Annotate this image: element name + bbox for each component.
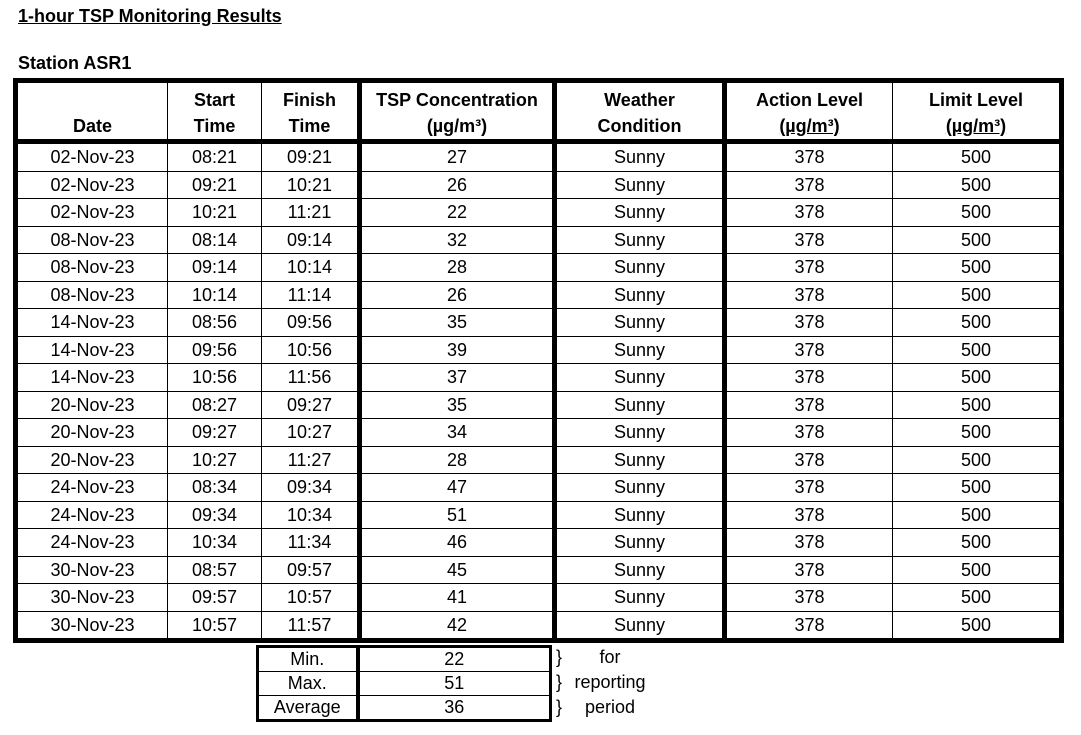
action-level-cell: 378 [725,419,893,447]
tsp-cell: 45 [360,556,555,584]
date-cell: 24-Nov-23 [16,529,168,557]
header-date: Date [16,81,168,142]
limit-level-cell: 500 [893,254,1062,282]
limit-level-cell: 500 [893,556,1062,584]
finish-time-cell: 11:56 [262,364,360,392]
summary-value: 51 [358,672,551,696]
finish-time-cell: 09:27 [262,391,360,419]
header-finish-time: Finish Time [262,81,360,142]
start-time-cell: 09:14 [168,254,262,282]
table-row [16,446,1062,474]
weather-cell: Sunny [555,199,725,227]
limit-level-cell: 500 [893,501,1062,529]
start-time-cell: 08:14 [168,226,262,254]
tsp-cell: 47 [360,474,555,502]
tsp-cell: 26 [360,281,555,309]
limit-level-cell: 500 [893,474,1062,502]
weather-cell: Sunny [555,474,725,502]
tsp-cell: 37 [360,364,555,392]
finish-time-cell: 11:57 [262,611,360,641]
header-start-time: Start Time [168,81,262,142]
action-level-cell: 378 [725,226,893,254]
start-time-cell: 10:27 [168,446,262,474]
limit-level-cell: 500 [893,529,1062,557]
action-level-cell: 378 [725,254,893,282]
summary-label: Min. [258,647,358,672]
tsp-cell: 51 [360,501,555,529]
date-cell: 02-Nov-23 [16,142,168,172]
tsp-cell: 35 [360,391,555,419]
action-level-cell: 378 [725,584,893,612]
summary-note-line [556,695,650,720]
header-weather-condition: Weather Condition [555,81,725,142]
tsp-cell: 26 [360,171,555,199]
tsp-cell: 42 [360,611,555,641]
finish-time-cell: 09:21 [262,142,360,172]
weather-cell: Sunny [555,446,725,474]
weather-cell: Sunny [555,142,725,172]
date-cell: 20-Nov-23 [16,446,168,474]
table-row [16,336,1062,364]
table-row [16,419,1062,447]
finish-time-cell: 10:34 [262,501,360,529]
limit-level-cell: 500 [893,199,1062,227]
action-level-cell: 378 [725,611,893,641]
start-time-cell: 10:56 [168,364,262,392]
finish-time-cell: 10:27 [262,419,360,447]
weather-cell: Sunny [555,529,725,557]
header-tsp-concentration: TSP Concentration (µg/m³) [360,81,555,142]
tsp-cell: 39 [360,336,555,364]
table-row [16,584,1062,612]
limit-level-cell: 500 [893,364,1062,392]
start-time-cell: 10:21 [168,199,262,227]
weather-cell: Sunny [555,309,725,337]
page-title: 1-hour TSP Monitoring Results [18,6,282,26]
date-cell: 20-Nov-23 [16,419,168,447]
tsp-cell: 32 [360,226,555,254]
date-cell: 02-Nov-23 [16,199,168,227]
date-cell: 30-Nov-23 [16,611,168,641]
summary-row [258,696,551,721]
action-level-cell: 378 [725,474,893,502]
table-row [16,281,1062,309]
action-level-cell: 378 [725,171,893,199]
date-cell: 08-Nov-23 [16,254,168,282]
action-level-cell: 378 [725,391,893,419]
start-time-cell: 09:34 [168,501,262,529]
limit-level-cell: 500 [893,171,1062,199]
finish-time-cell: 11:14 [262,281,360,309]
limit-level-cell: 500 [893,446,1062,474]
tsp-cell: 27 [360,142,555,172]
action-level-cell: 378 [725,336,893,364]
limit-level-cell: 500 [893,584,1062,612]
weather-cell: Sunny [555,391,725,419]
table-row [16,199,1062,227]
action-level-cell: 378 [725,446,893,474]
weather-cell: Sunny [555,364,725,392]
weather-cell: Sunny [555,611,725,641]
limit-level-cell: 500 [893,142,1062,172]
weather-cell: Sunny [555,226,725,254]
start-time-cell: 10:34 [168,529,262,557]
finish-time-cell: 10:57 [262,584,360,612]
table-row [16,611,1062,641]
header-limit-level: Limit Level (µg/m³) [893,81,1062,142]
start-time-cell: 10:57 [168,611,262,641]
weather-cell: Sunny [555,336,725,364]
finish-time-cell: 10:21 [262,171,360,199]
table-row [16,556,1062,584]
limit-level-cell: 500 [893,281,1062,309]
date-cell: 08-Nov-23 [16,226,168,254]
date-cell: 24-Nov-23 [16,501,168,529]
brace-mark: } [556,672,563,692]
limit-level-cell: 500 [893,419,1062,447]
table-row [16,226,1062,254]
date-cell: 24-Nov-23 [16,474,168,502]
finish-time-cell: 11:27 [262,446,360,474]
weather-cell: Sunny [555,281,725,309]
date-cell: 20-Nov-23 [16,391,168,419]
tsp-cell: 28 [360,446,555,474]
limit-level-cell: 500 [893,391,1062,419]
action-level-cell: 378 [725,501,893,529]
date-cell: 08-Nov-23 [16,281,168,309]
limit-level-cell: 500 [893,226,1062,254]
date-cell: 14-Nov-23 [16,336,168,364]
finish-time-cell: 10:56 [262,336,360,364]
table-row [16,529,1062,557]
weather-cell: Sunny [555,501,725,529]
finish-time-cell: 09:14 [262,226,360,254]
station-label: Station ASR1 [18,53,132,73]
action-level-cell: 378 [725,364,893,392]
table-row [16,142,1062,172]
weather-cell: Sunny [555,556,725,584]
summary-row [258,647,551,672]
table-row [16,309,1062,337]
date-cell: 14-Nov-23 [16,364,168,392]
weather-cell: Sunny [555,171,725,199]
tsp-cell: 34 [360,419,555,447]
table-row [16,474,1062,502]
start-time-cell: 08:21 [168,142,262,172]
start-time-cell: 08:56 [168,309,262,337]
weather-cell: Sunny [555,419,725,447]
weather-cell: Sunny [555,584,725,612]
summary-note-line [556,670,650,695]
table-row [16,254,1062,282]
finish-time-cell: 09:57 [262,556,360,584]
table-header-row [16,81,1062,142]
summary-table [256,645,552,722]
start-time-cell: 08:34 [168,474,262,502]
summary-value: 36 [358,696,551,721]
finish-time-cell: 11:21 [262,199,360,227]
action-level-cell: 378 [725,199,893,227]
summary-note-text: period [584,697,636,717]
action-level-cell: 378 [725,309,893,337]
table-row [16,501,1062,529]
summary-note-text: reporting [574,672,646,692]
action-level-cell: 378 [725,142,893,172]
date-cell: 02-Nov-23 [16,171,168,199]
start-time-cell: 09:27 [168,419,262,447]
summary-label: Average [258,696,358,721]
date-cell: 30-Nov-23 [16,556,168,584]
summary-value: 22 [358,647,551,672]
action-level-cell: 378 [725,556,893,584]
table-row [16,171,1062,199]
summary-row [258,672,551,696]
start-time-cell: 09:21 [168,171,262,199]
action-level-cell: 378 [725,281,893,309]
date-cell: 14-Nov-23 [16,309,168,337]
limit-level-cell: 500 [893,309,1062,337]
weather-cell: Sunny [555,254,725,282]
summary-note-line [556,645,650,670]
tsp-cell: 46 [360,529,555,557]
table-row [16,364,1062,392]
tsp-cell: 22 [360,199,555,227]
summary-note [556,645,650,720]
finish-time-cell: 10:14 [262,254,360,282]
limit-level-cell: 500 [893,336,1062,364]
finish-time-cell: 09:56 [262,309,360,337]
start-time-cell: 08:57 [168,556,262,584]
limit-level-cell: 500 [893,611,1062,641]
tsp-cell: 35 [360,309,555,337]
start-time-cell: 08:27 [168,391,262,419]
finish-time-cell: 09:34 [262,474,360,502]
start-time-cell: 10:14 [168,281,262,309]
table-row [16,391,1062,419]
brace-mark: } [556,697,563,717]
start-time-cell: 09:56 [168,336,262,364]
header-action-level: Action Level (µg/m³) [725,81,893,142]
finish-time-cell: 11:34 [262,529,360,557]
date-cell: 30-Nov-23 [16,584,168,612]
action-level-cell: 378 [725,529,893,557]
tsp-cell: 28 [360,254,555,282]
summary-label: Max. [258,672,358,696]
summary-note-text: for [599,647,621,667]
brace-mark: } [556,647,563,667]
tsp-cell: 41 [360,584,555,612]
tsp-results-table [13,78,1064,643]
start-time-cell: 09:57 [168,584,262,612]
